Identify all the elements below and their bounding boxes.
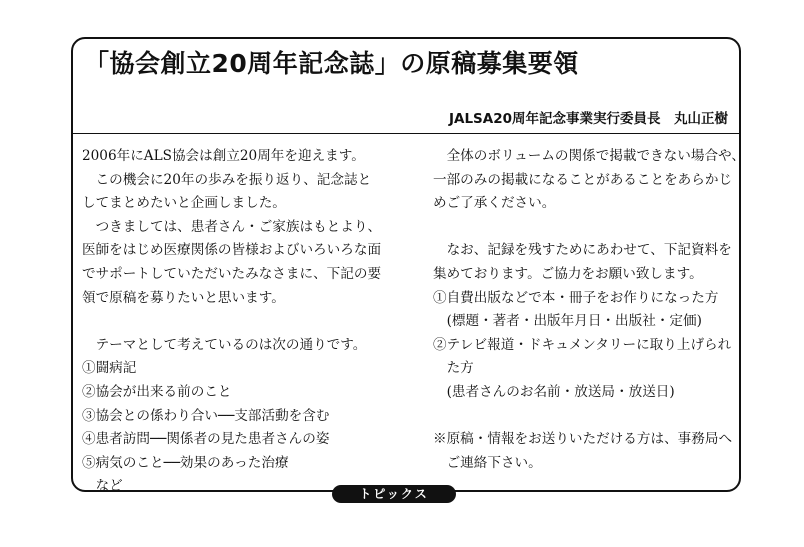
body-line: 医師をはじめ医療関係の皆様およびいろいろな面 (82, 242, 382, 259)
body-line: 2006年にALS協会は創立20周年を迎えます。 (82, 148, 365, 164)
contact-note: ※原稿・情報をお送りいただける方は、事務局へ (433, 431, 733, 448)
left-column (82, 145, 402, 499)
body-line: なお、記録を残すためにあわせて、下記資料を (433, 242, 732, 259)
topics-badge: トピックス (332, 485, 456, 503)
material-item: (標題・著者・出版年月日・出版社・定価) (433, 313, 702, 330)
material-item: (患者さんのお名前・放送局・放送日) (433, 383, 675, 400)
body-line: 領で原稿を募りたいと思います。 (82, 289, 285, 306)
body-line: でサポートしていただいたみなさまに、下記の要 (82, 265, 382, 282)
material-item: た方 (433, 360, 474, 377)
body-line: してまとめたいと企画しました。 (82, 195, 286, 212)
body-line: 全体のボリュームの関係で掲載できない場合や、 (433, 148, 745, 164)
body-line: など (82, 478, 123, 495)
blank-line (433, 405, 733, 429)
article-title: 「協会創立20周年記念誌」の原稿募集要領 (84, 49, 579, 78)
body-line: めご了承ください。 (433, 195, 556, 212)
theme-item: ④患者訪問──関係者の見た患者さんの姿 (82, 431, 330, 448)
header-divider (72, 133, 740, 134)
blank-line (82, 310, 402, 334)
material-item: ①自費出版などで本・冊子をお作りになった方 (433, 289, 719, 306)
contact-note: ご連絡下さい。 (433, 454, 542, 471)
material-item: ②テレビ報道・ドキュメンタリーに取り上げられ (433, 336, 732, 353)
body-line: 集めております。ご協力をお願い致します。 (433, 265, 703, 282)
body-line: 一部のみの掲載になることがあることをあらかじ (433, 171, 733, 188)
author-line: JALSA20周年記念事業実行委員長 丸山正樹 (448, 111, 728, 127)
theme-item: ②協会が出来る前のこと (82, 383, 232, 400)
blank-line (433, 216, 733, 240)
theme-item: ①闘病記 (82, 360, 137, 377)
right-column (433, 145, 745, 475)
theme-item: ③協会との係わり合い──支部活動を含む (82, 407, 330, 424)
body-line: つきましては、患者さん・ご家族はもとより、 (82, 218, 382, 235)
body-line: この機会に20年の歩みを振り返り、記念誌と (82, 171, 372, 188)
body-line: テーマとして考えているのは次の通りです。 (82, 336, 367, 353)
theme-item: ⑤病気のこと──効果のあった治療 (82, 454, 289, 471)
